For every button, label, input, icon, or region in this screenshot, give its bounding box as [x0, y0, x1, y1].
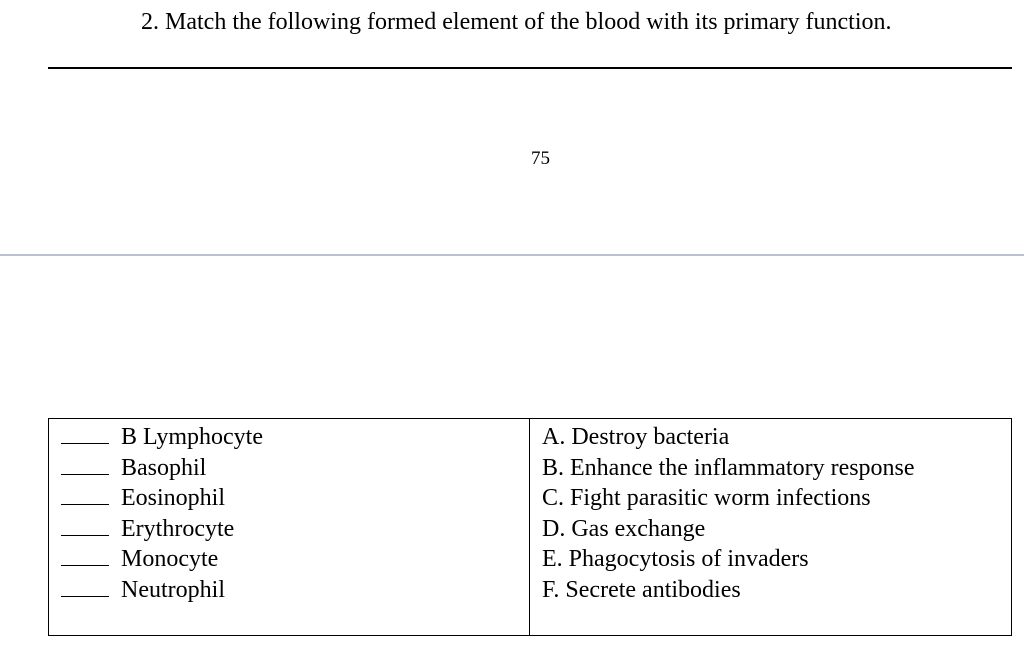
element-label: Neutrophil: [121, 576, 225, 603]
element-row: [61, 544, 529, 575]
element-row: [61, 514, 529, 545]
element-label: Erythrocyte: [121, 515, 235, 542]
element-row: [61, 453, 529, 484]
function-item: B. Enhance the inflammatory response: [542, 454, 915, 481]
element-row: [61, 483, 529, 514]
element-label: Eosinophil: [121, 485, 226, 512]
answer-blank[interactable]: [61, 503, 109, 505]
functions-column: [530, 419, 1011, 635]
element-label: Basophil: [121, 454, 207, 481]
horizontal-rule: [48, 67, 1012, 69]
page-number: 75: [531, 148, 550, 169]
element-label: Monocyte: [121, 546, 219, 573]
element-row: [61, 575, 529, 606]
answer-blank[interactable]: [61, 595, 109, 597]
function-item: F. Secrete antibodies: [542, 576, 741, 603]
function-item: C. Fight parasitic worm infections: [542, 485, 871, 512]
matching-table: [48, 418, 1012, 636]
function-item: A. Destroy bacteria: [542, 424, 730, 450]
answer-blank[interactable]: [61, 564, 109, 566]
element-label: B Lymphocyte: [121, 424, 263, 450]
function-item: D. Gas exchange: [542, 515, 706, 542]
question-text: 2. Match the following formed element of the blood with its primary function.: [141, 9, 892, 35]
answer-blank[interactable]: [61, 473, 109, 475]
function-item: E. Phagocytosis of invaders: [542, 546, 809, 573]
element-row: [61, 422, 529, 453]
elements-column: [49, 419, 530, 635]
answer-blank[interactable]: [61, 534, 109, 536]
page-break-divider: [0, 254, 1024, 256]
answer-blank[interactable]: [61, 442, 109, 444]
